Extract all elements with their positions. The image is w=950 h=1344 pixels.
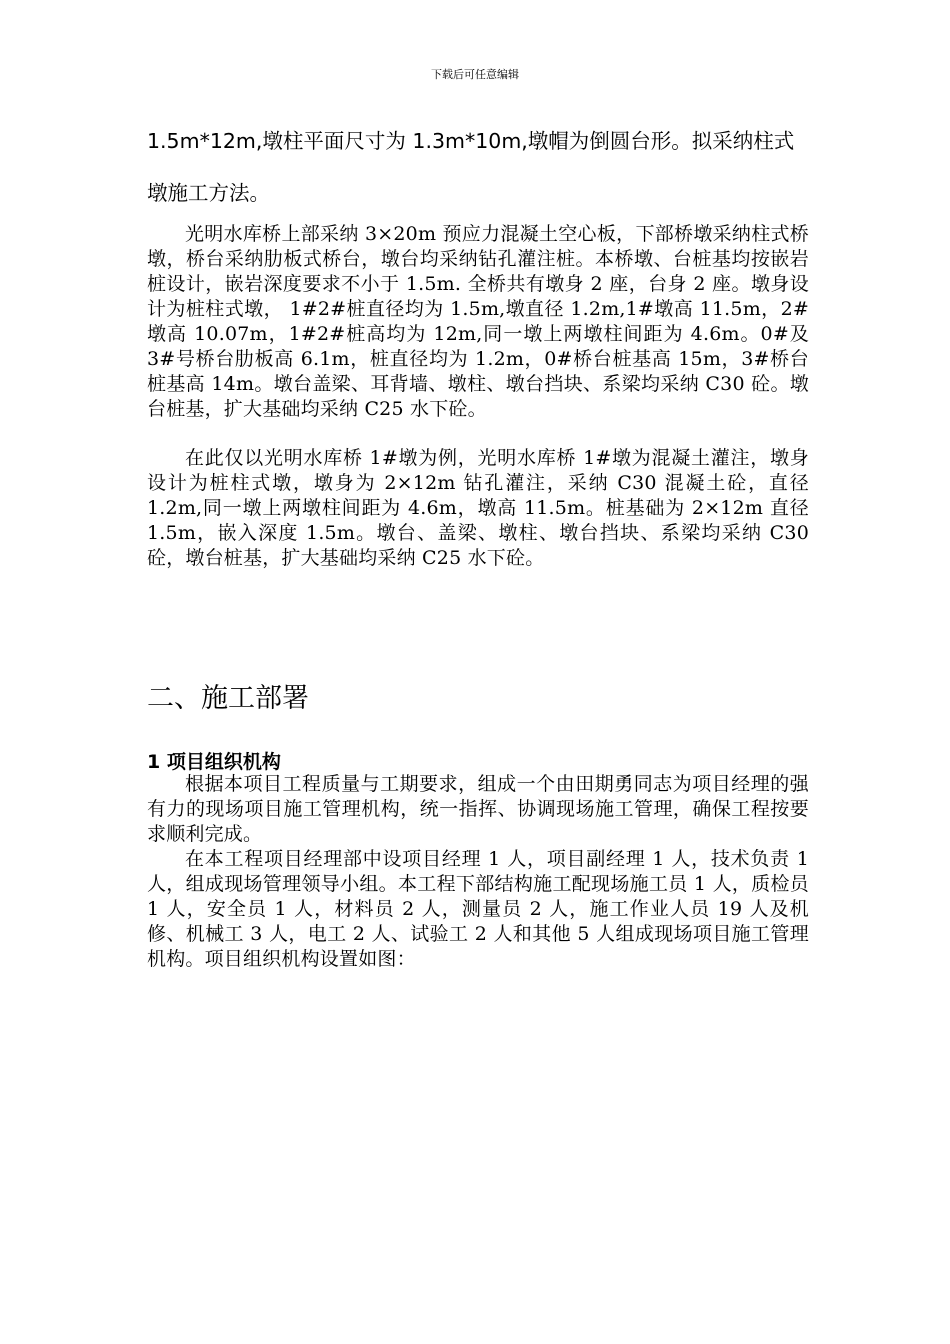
subsection-heading: 1 项目组织机构 — [147, 751, 281, 773]
bridge-description-paragraph: 光明水库桥上部采纳 3×20m 预应力混凝土空心板，下部桥墩采纳柱式桥墩，桥台采纳肋板式桥台，墩台均采纳钻孔灌注桩。本桥墩、台桩基均按嵌岩桩设计，嵌岩深度要求不小于 1.5m. 全桥共有墩身 2 座，台身 2 座。墩身设计为桩柱式墩， 1#2#桩直径均为 1.5m,墩直径 1.2m,1#墩高 11.5m，2#墩高 10.07m，1#2#桩高均为 12m,同一墩上两墩柱间距为 4.6m。0#及 3#号桥台肋板高 6.1m，桩直径均为 1.2m，0#桥台桩基高 15m，3#桥台桩基高 14m。墩台盖梁、耳背墙、墩柱、墩台挡块、系梁均采纳 C30 砼。墩台桩基，扩大基础均采纳 C25 水下砼。 — [147, 223, 809, 420]
org-intro-paragraph: 根据本项目工程质量与工期要求，组成一个由田期勇同志为项目经理的强有力的现场项目施工管理机构，统一指挥、协调现场施工管理，确保工程按要求顺利完成。 — [147, 773, 809, 845]
page-header: 下载后可任意编辑 — [431, 68, 519, 81]
pier-example-paragraph: 在此仅以光明水库桥 1#墩为例，光明水库桥 1#墩为混凝土灌注，墩身设计为桩柱式墩，墩身为 2×12m 钻孔灌注，采纳 C30 混凝土砼，直径 1.2m,同一墩上两墩柱间距为 4.6m，墩高 11.5m。桩基础为 2×12m 直径 1.5m，嵌入深度 1.5m。墩台、盖梁、墩柱、墩台挡块、系梁均采纳 C30 砼，墩台桩基，扩大基础均采纳 C25 水下砼。 — [147, 447, 809, 569]
org-staff-paragraph: 在本工程项目经理部中设项目经理 1 人，项目副经理 1 人，技术负责 1 人，组成现场管理领导小组。本工程下部结构施工配现场施工员 1 人，质检员 1 人，安全员 1 人，材料员 2 人，测量员 2 人，施工作业人员 19 人及机修、机械工 3 人，电工 2 人、试验工 2 人和其他 5 人组成现场项目施工管理机构。项目组织机构设置如图： — [147, 848, 809, 970]
intro-line-2: 墩施工方法。 — [147, 181, 270, 205]
intro-line-1: 1.5m*12m,墩柱平面尺寸为 1.3m*10m,墩帽为倒圆台形。拟采纳柱式 — [147, 129, 795, 153]
section-heading: 二、施工部署 — [147, 683, 309, 714]
